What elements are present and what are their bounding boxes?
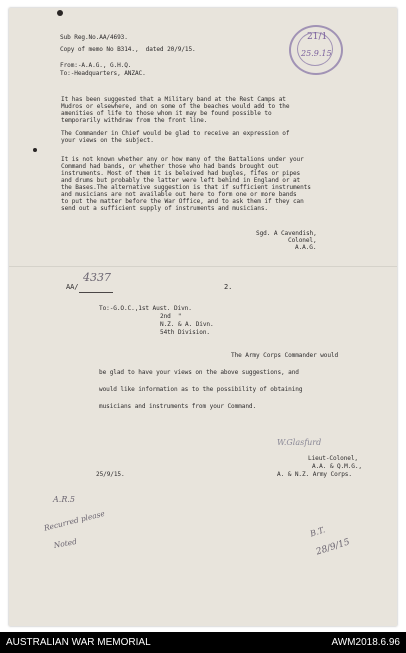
sub-reg-number: Sub Reg.No.AA/4693. — [60, 34, 128, 41]
paragraph-1-line-4: temporarily withdraw from the front line. — [61, 117, 208, 124]
paragraph-3-line-2: Command had bands, or whether those who had bands brought out — [61, 163, 279, 170]
bottom-note-date: 28/9/15 — [315, 537, 352, 558]
paragraph-1-line-3: amenities of life to those whom it may be found possible to — [61, 110, 272, 117]
document-page — [9, 8, 397, 626]
handwritten-signature: W.Glasfurd — [277, 438, 322, 447]
paragraph-1-line-2: Mudros or elsewhere, and on some of the beaches would add to the — [61, 103, 290, 110]
stamp-date: 25.9.15 — [301, 49, 332, 58]
to-block-line-2: 2nd " — [160, 313, 182, 320]
signature-2-unit: A. & N.Z. Army Corps. — [277, 471, 352, 478]
paragraph-3-line-3: instruments. Most of them it is beleived had bugles, fifes or pipes — [61, 170, 301, 177]
footer-accession-number: AWM2018.6.96 — [331, 637, 400, 648]
margin-note-2: Recurred please — [43, 508, 106, 533]
to-block-line-1: To:-G.O.C.,1st Aust. Divn. — [99, 305, 192, 312]
stamp-received-mark: 21/1 — [307, 32, 328, 42]
body-2-line-1: The Army Corps Commander would — [231, 352, 339, 359]
margin-note-3: Noted — [53, 536, 78, 550]
paragraph-3-line-6: and musicians are not available out here to form one or more bands — [61, 191, 297, 198]
to-block-line-4: 54th Division. — [160, 329, 210, 336]
footer-institution: AUSTRALIAN WAR MEMORIAL — [6, 637, 151, 648]
paragraph-3-line-7: to put the matter before the War Office, and to ask them if they can — [61, 198, 304, 205]
to-block-line-3: N.Z. & A. Divn. — [160, 321, 214, 328]
punch-hole-icon — [33, 148, 37, 152]
page-number: 2. — [224, 283, 233, 291]
paragraph-3-line-8: send out a sufficient supply of instruments and musicians. — [61, 205, 268, 212]
paragraph-3-line-1: It is not known whether any or how many of the Battalions under your — [61, 156, 304, 163]
signature-2-title: A.A. & Q.M.G., — [312, 463, 362, 470]
body-2-line-2: be glad to have your views on the above suggestions, and — [99, 369, 299, 376]
paragraph-2-line-1: The Commander in Chief would be glad to receive an expression of — [61, 130, 290, 137]
reference-number-handwritten: 4337 — [83, 271, 111, 284]
signature-1-name: Sgd. A Cavendish, — [256, 230, 317, 237]
memo-line: Copy of memo No B314., dated 20/9/15. — [60, 46, 196, 53]
margin-note-1: A.R.5 — [53, 495, 75, 504]
bottom-note-initials: B.T. — [309, 525, 327, 539]
paragraph-2-line-2: your views on the subject. — [61, 137, 154, 144]
signature-1-rank: Colonel, — [288, 237, 317, 244]
signature-1-title: A.A.G. — [295, 244, 317, 251]
signature-2-rank: Lieut-Colonel, — [308, 455, 358, 462]
body-2-line-3: would like information as to the possibility of obtaining — [99, 386, 303, 393]
body-2-line-4: musicians and instruments from your Command. — [99, 403, 257, 410]
reference-line: AA/ — [66, 283, 79, 291]
footer-bar — [0, 632, 406, 653]
paragraph-1-line-1: It has been suggested that a Military band at the Rest Camps at — [61, 96, 286, 103]
fold-crease — [9, 266, 397, 267]
paragraph-3-line-5: the Bases.The alternative suggestion is that if sufficient instruments — [61, 184, 311, 191]
from-line: From:-A.A.G., G.H.Q. — [60, 62, 132, 69]
paragraph-3-line-4: and drums but probably the latter were left behind in England or at — [61, 177, 301, 184]
to-line: To:-Headquarters, ANZAC. — [60, 70, 146, 77]
date-line: 25/9/15. — [96, 471, 125, 478]
punch-hole-icon — [57, 10, 63, 16]
reference-underline — [79, 292, 113, 293]
